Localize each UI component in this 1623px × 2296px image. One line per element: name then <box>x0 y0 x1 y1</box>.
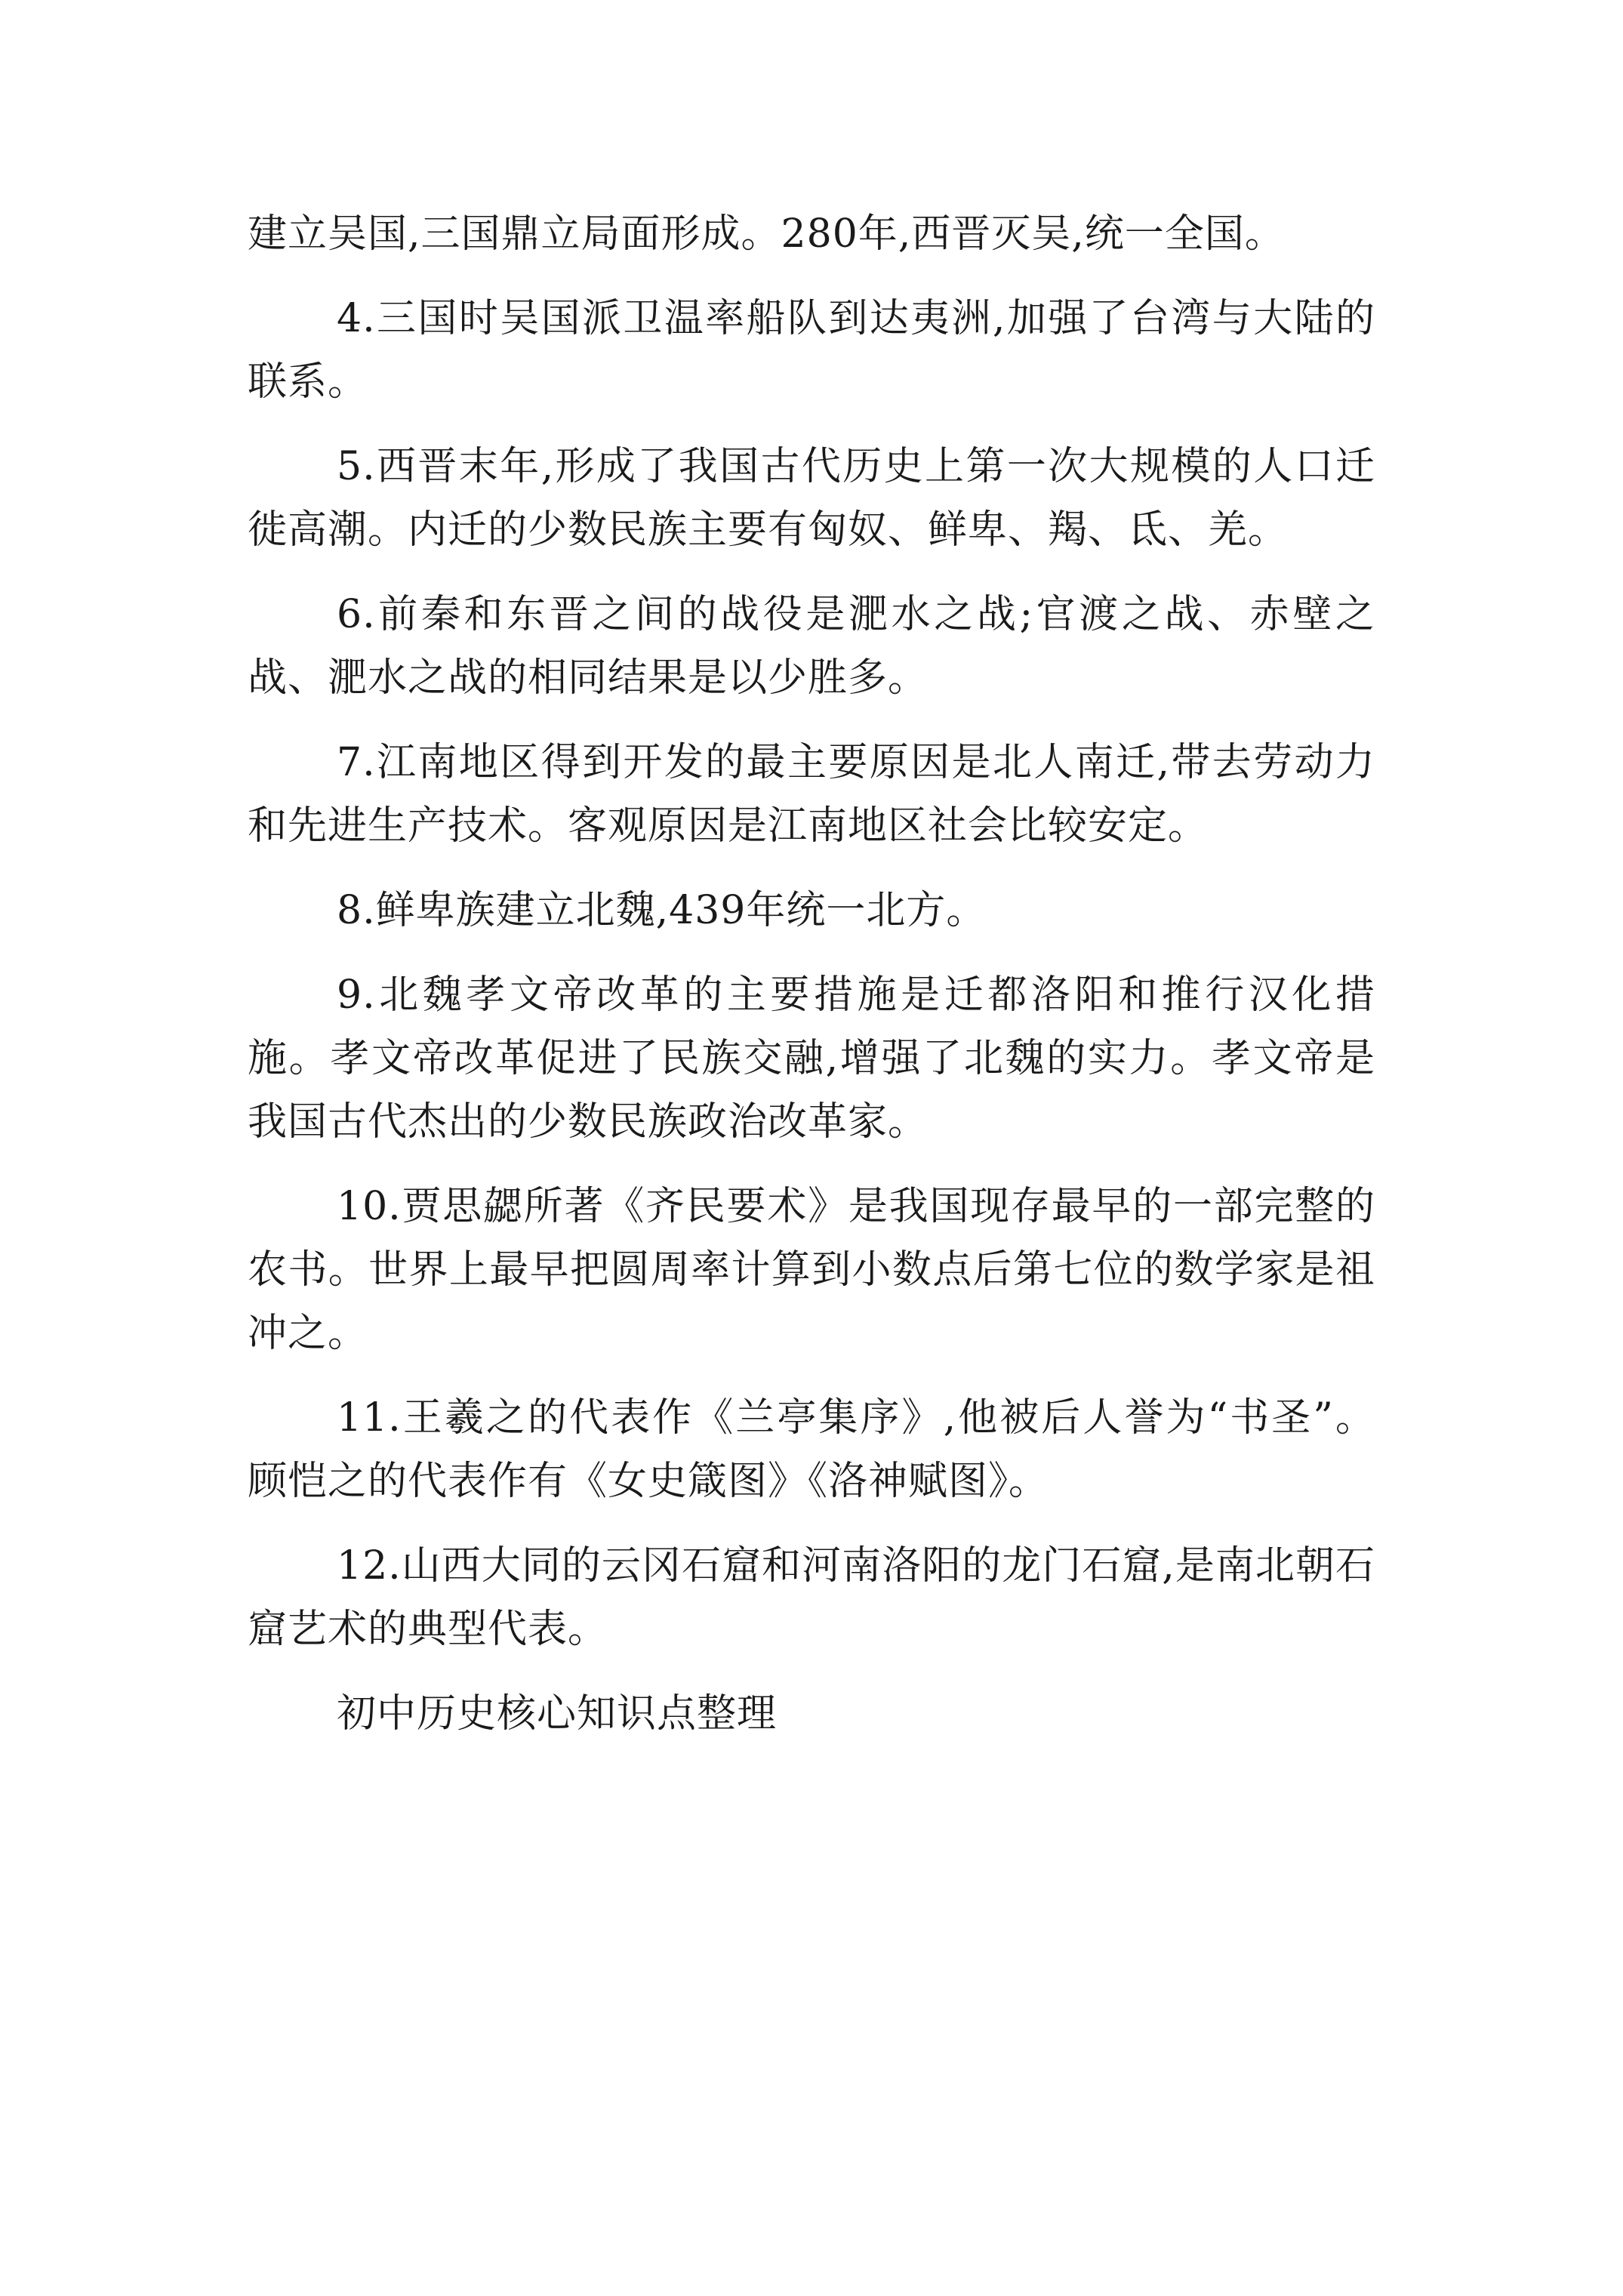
paragraph-item-6: 6.前秦和东晋之间的战役是淝水之战;官渡之战、赤壁之战、淝水之战的相同结果是以少胜多。 <box>248 592 1375 701</box>
paragraph-continuation: 建立吴国,三国鼎立局面形成。280年,西晋灭吴,统一全国。 <box>248 211 1285 257</box>
closing-title: 初中历史核心知识点整理 <box>337 1691 778 1737</box>
paragraph-item-12: 12.山西大同的云冈石窟和河南洛阳的龙门石窟,是南北朝石窟艺术的典型代表。 <box>248 1543 1375 1652</box>
paragraph-item-10: 10.贾思勰所著《齐民要术》是我国现存最早的一部完整的农书。世界上最早把圆周率计算到小数点后第七位的数学家是祖冲之。 <box>248 1184 1375 1356</box>
paragraph-item-5: 5.西晋末年,形成了我国古代历史上第一次大规模的人口迁徙高潮。内迁的少数民族主要有匈奴、鲜卑、羯、氐、羌。 <box>248 444 1375 553</box>
paragraph-item-7: 7.江南地区得到开发的最主要原因是北人南迁,带去劳动力和先进生产技术。客观原因是江南地区社会比较安定。 <box>248 740 1375 849</box>
paragraph-item-9: 9.北魏孝文帝改革的主要措施是迁都洛阳和推行汉化措施。孝文帝改革促进了民族交融,增强了北魏的实力。孝文帝是我国古代杰出的少数民族政治改革家。 <box>248 972 1375 1145</box>
paragraph-item-8: 8.鲜卑族建立北魏,439年统一北方。 <box>337 888 987 933</box>
paragraph-item-4: 4.三国时吴国派卫温率船队到达夷洲,加强了台湾与大陆的联系。 <box>248 296 1375 405</box>
paragraph-item-11: 11.王羲之的代表作《兰亭集序》,他被后人誉为“书圣”。顾恺之的代表作有《女史箴图》《洛神赋图》。 <box>248 1395 1375 1504</box>
document-body <box>248 202 1375 1767</box>
